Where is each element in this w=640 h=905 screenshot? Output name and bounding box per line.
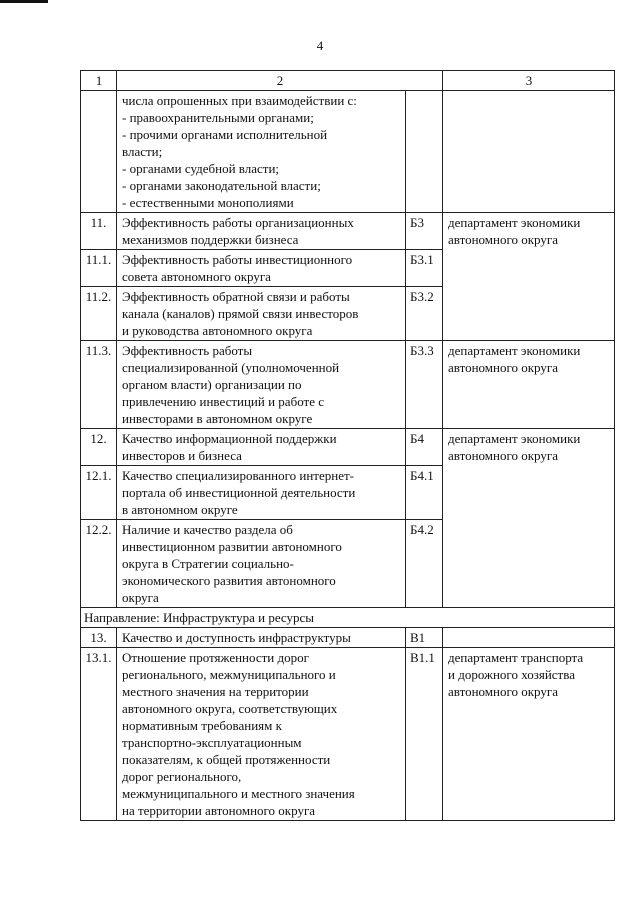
row-text: [117, 91, 406, 213]
row-text-line: автономного округа, соответствующих: [122, 701, 338, 716]
row-number: 12.2.: [81, 520, 117, 608]
row-text-line: - органами законодательной власти;: [122, 178, 321, 193]
row-text-line: власти;: [122, 144, 163, 159]
department-line: автономного округа: [448, 232, 558, 247]
row-code: Б4: [406, 429, 443, 466]
indicators-table: [80, 70, 615, 821]
row-code: Б4.1: [406, 466, 443, 520]
row-text-line: в автономном округе: [122, 502, 238, 517]
department-line: автономного округа: [448, 684, 558, 699]
row-text-line: инвесторами в автономном округе: [122, 411, 313, 426]
row-text-line: дорог регионального,: [122, 769, 242, 784]
table-row: [81, 213, 615, 250]
row-number: 11.3.: [81, 341, 117, 429]
department-line: автономного округа: [448, 360, 558, 375]
row-text-line: Наличие и качество раздела об: [122, 522, 293, 537]
row-text-line: совета автономного округа: [122, 269, 271, 284]
row-text-line: - правоохранительными органами;: [122, 110, 314, 125]
row-text-line: межмуниципального и местного значения: [122, 786, 355, 801]
row-text: [117, 341, 406, 429]
row-text-line: Качество и доступность инфраструктуры: [122, 630, 351, 645]
row-text-line: на территории автономного округа: [122, 803, 316, 818]
row-text-line: Отношение протяженности дорог: [122, 650, 309, 665]
row-text-line: Эффективность работы инвестиционного: [122, 252, 353, 267]
row-text-line: округа: [122, 590, 159, 605]
table-row: [81, 91, 615, 213]
row-code: Б3.3: [406, 341, 443, 429]
corner-mark: [0, 0, 48, 3]
row-text-line: механизмов поддержки бизнеса: [122, 232, 299, 247]
row-code: В1: [406, 628, 443, 648]
row-text-line: - прочими органами исполнительной: [122, 127, 328, 142]
row-text-line: транспортно-эксплуатационным: [122, 735, 302, 750]
row-text-line: - естественными монополиями: [122, 195, 294, 210]
row-department: [443, 341, 615, 429]
row-number: 13.1.: [81, 648, 117, 821]
department-line: департамент экономики: [448, 343, 581, 358]
row-text: [117, 250, 406, 287]
row-text-line: Качество специализированного интернет-: [122, 468, 354, 483]
row-code: В1.1: [406, 648, 443, 821]
table-header-row: [81, 71, 615, 91]
row-text-line: портала об инвестиционной деятельности: [122, 485, 356, 500]
row-number: 12.: [81, 429, 117, 466]
row-text-line: и руководства автономного округа: [122, 323, 313, 338]
row-code: Б3.1: [406, 250, 443, 287]
row-department: [443, 628, 615, 648]
row-text-line: Качество информационной поддержки: [122, 431, 337, 446]
header-col-2: 2: [117, 71, 443, 91]
row-text-line: Эффективность обратной связи и работы: [122, 289, 350, 304]
row-department: [443, 648, 615, 821]
table-row: [81, 648, 615, 821]
row-number: 11.2.: [81, 287, 117, 341]
department-line: автономного округа: [448, 448, 558, 463]
table-row: [81, 628, 615, 648]
section-heading: Направление: Инфраструктура и ресурсы: [81, 608, 615, 628]
row-text-line: нормативным требованиям к: [122, 718, 282, 733]
page-number: 4: [316, 38, 324, 53]
section-row: [81, 608, 615, 628]
row-text-line: округа в Стратегии социально-: [122, 556, 294, 571]
row-text-line: привлечению инвестиций и работе с: [122, 394, 324, 409]
row-text-line: канала (каналов) прямой связи инвесторов: [122, 306, 359, 321]
table-row: [81, 429, 615, 466]
department-line: и дорожного хозяйства: [448, 667, 575, 682]
row-department: [443, 213, 615, 341]
row-code: Б4.2: [406, 520, 443, 608]
row-department: [443, 91, 615, 213]
table-row: [81, 341, 615, 429]
row-text: [117, 429, 406, 466]
row-text-line: инвесторов и бизнеса: [122, 448, 242, 463]
header-col-3: 3: [443, 71, 615, 91]
row-text: [117, 628, 406, 648]
row-text-line: показателям, к общей протяженности: [122, 752, 331, 767]
header-col-1: 1: [81, 71, 117, 91]
row-text-line: местного значения на территории: [122, 684, 309, 699]
row-text: [117, 213, 406, 250]
row-text-line: Эффективность работы организационных: [122, 215, 354, 230]
department-line: департамент транспорта: [448, 650, 584, 665]
row-number: [81, 91, 117, 213]
row-text: [117, 520, 406, 608]
row-number: 12.1.: [81, 466, 117, 520]
row-text-line: специализированной (уполномоченной: [122, 360, 340, 375]
row-number: 13.: [81, 628, 117, 648]
department-line: департамент экономики: [448, 431, 581, 446]
row-text: [117, 466, 406, 520]
row-number: 11.: [81, 213, 117, 250]
row-code: Б3.2: [406, 287, 443, 341]
row-code: [406, 91, 443, 213]
row-text-line: - органами судебной власти;: [122, 161, 280, 176]
row-text: [117, 287, 406, 341]
row-department: [443, 429, 615, 608]
row-text-line: регионального, межмуниципального и: [122, 667, 336, 682]
row-code: Б3: [406, 213, 443, 250]
row-text-line: инвестиционном развитии автономного: [122, 539, 342, 554]
department-line: департамент экономики: [448, 215, 581, 230]
row-text-line: Эффективность работы: [122, 343, 253, 358]
row-text-line: числа опрошенных при взаимодействии с:: [122, 93, 357, 108]
row-text: [117, 648, 406, 821]
row-number: 11.1.: [81, 250, 117, 287]
row-text-line: экономического развития автономного: [122, 573, 336, 588]
row-text-line: органом власти) организации по: [122, 377, 302, 392]
